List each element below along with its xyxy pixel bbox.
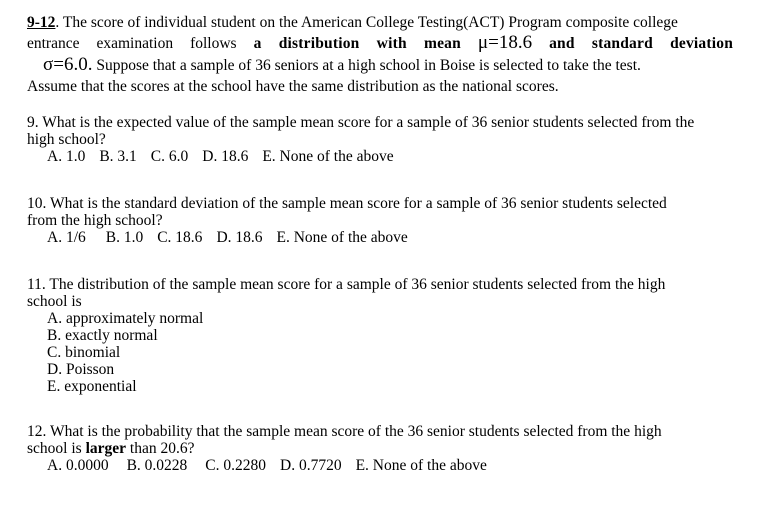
question-12-options: [27, 457, 733, 474]
question-9-line-2: high school?: [27, 131, 106, 148]
sd-symbol: σ=6.0.: [43, 54, 93, 75]
question-10-line-2: from the high school?: [27, 212, 163, 229]
option-e: E. None of the above: [262, 148, 394, 165]
intro-paragraph: [27, 14, 733, 95]
option-a: A. 1.0: [47, 148, 86, 165]
mean-symbol: μ=18.6: [477, 32, 533, 53]
option-d: D. 18.6: [202, 148, 249, 165]
option-d: D. 18.6: [216, 229, 263, 246]
intro-line-1: 9-12. The score of individual student on the American College Testing(ACT) Program composite college: [27, 14, 678, 31]
intro-line-4: Assume that the scores at the school have the same distribution as the national scores.: [27, 78, 559, 95]
option-e: E. None of the above: [276, 229, 408, 246]
question-12: [27, 423, 733, 474]
question-11: [27, 276, 733, 395]
option-e: E. exponential: [47, 378, 137, 395]
option-e: E. None of the above: [355, 457, 487, 474]
option-c: C. 6.0: [150, 148, 189, 165]
question-12-line-1: 12. What is the probability that the sample mean score of the 36 senior students selected from the high: [27, 423, 662, 440]
question-9: [27, 114, 733, 165]
question-9-options: [27, 148, 733, 165]
question-9-line-1: 9. What is the expected value of the sample mean score for a sample of 36 senior students selected from the: [27, 114, 695, 131]
question-10-line-1: 10. What is the standard deviation of the sample mean score for a sample of 36 senior students selected: [27, 195, 667, 212]
option-c: C. binomial: [47, 344, 121, 361]
emphasis-larger: larger: [85, 440, 127, 457]
intro-line-2: entrance examination follows a distribution with mean μ=18.6 and standard deviation: [27, 32, 734, 53]
question-11-line-1: 11. The distribution of the sample mean score for a sample of 36 senior students selected from the high: [27, 276, 666, 293]
option-d: D. 0.7720: [280, 457, 342, 474]
question-11-line-2: school is: [27, 293, 82, 310]
option-c: C. 18.6: [157, 229, 203, 246]
option-c: C. 0.2280: [205, 457, 267, 474]
option-b: B. 0.0228: [126, 457, 188, 474]
problem-range-label: 9-12: [27, 14, 56, 31]
option-a: A. approximately normal: [47, 310, 204, 327]
option-b: B. 3.1: [99, 148, 137, 165]
question-10: [27, 195, 733, 246]
question-10-options: [27, 229, 733, 246]
question-12-line-2: school is larger than 20.6?: [27, 440, 195, 457]
option-b: B. exactly normal: [47, 327, 158, 344]
option-a: A. 1/6: [47, 229, 86, 246]
option-d: D. Poisson: [47, 361, 115, 378]
option-a: A. 0.0000: [47, 457, 109, 474]
intro-line-3: σ=6.0. Suppose that a sample of 36 seniors at a high school in Boise is selected to take the test.: [43, 54, 641, 75]
option-b: B. 1.0: [105, 229, 144, 246]
